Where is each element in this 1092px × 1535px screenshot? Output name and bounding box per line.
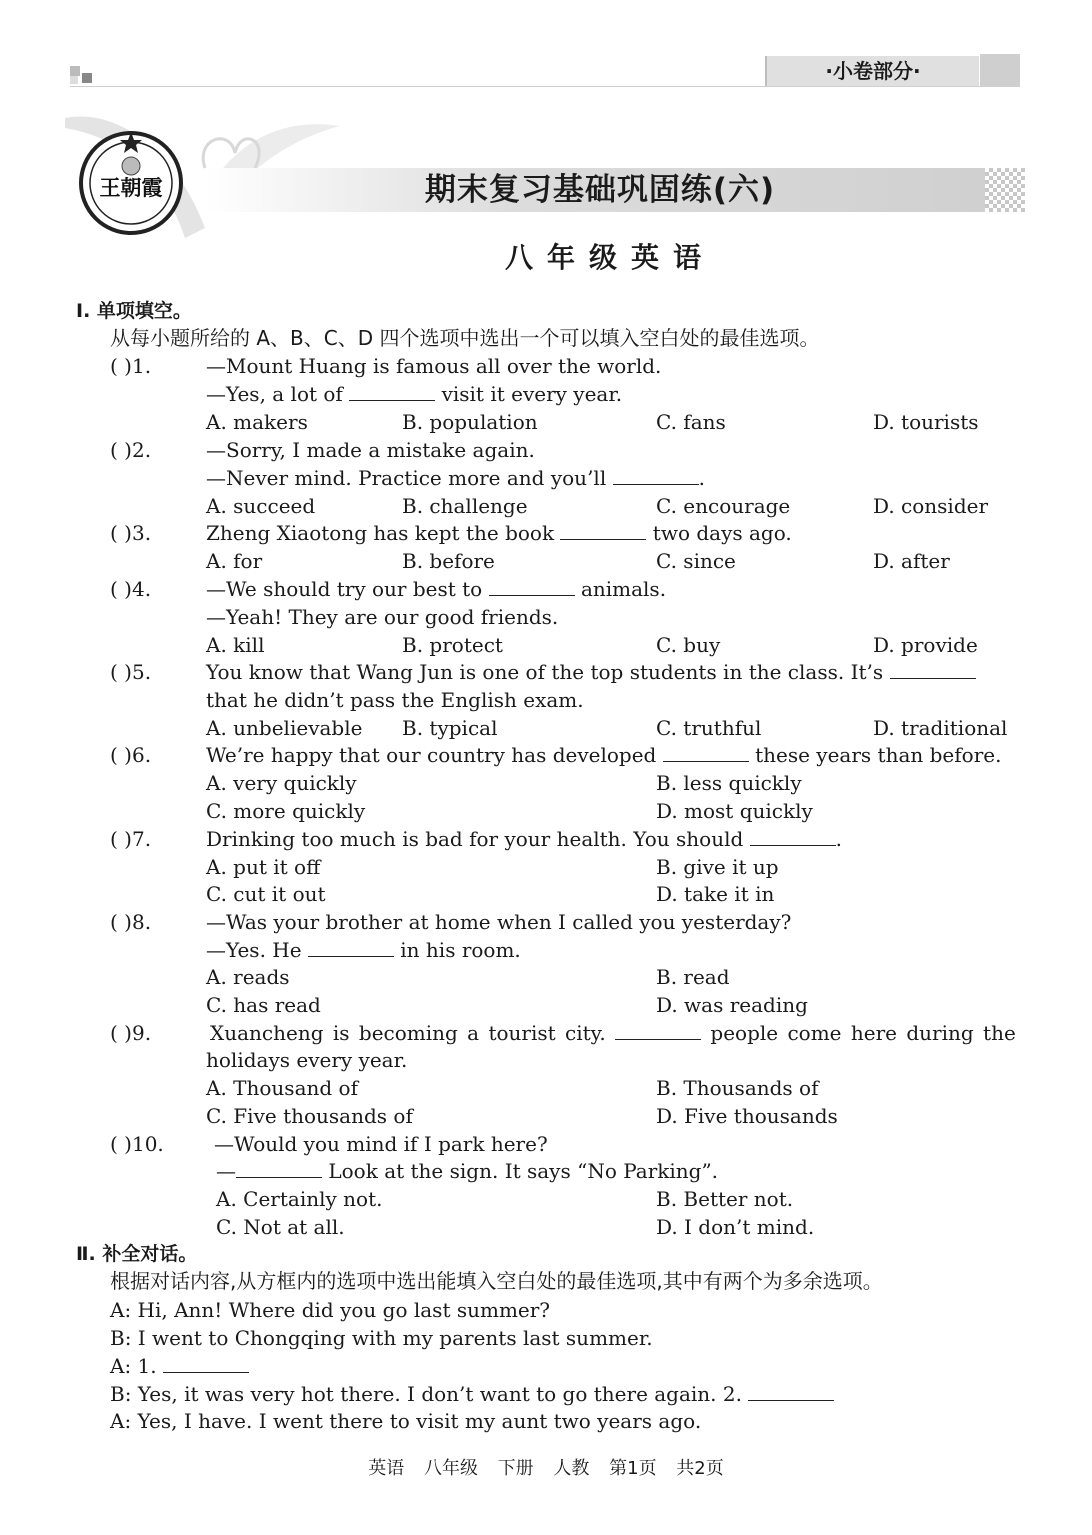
question-number: ( )4. xyxy=(110,577,152,601)
question-text-part: people come here during the xyxy=(710,1021,1016,1045)
answer-blank[interactable] xyxy=(560,521,646,540)
question-number: ( )10. xyxy=(110,1132,164,1156)
question-text-part: . xyxy=(835,827,842,851)
question-text-part: —Yes, a lot of xyxy=(206,382,343,406)
question-text-part: animals. xyxy=(580,577,667,601)
header-rule xyxy=(70,86,1020,87)
option-c: C. fans xyxy=(656,410,726,434)
dialogue-line xyxy=(110,1353,249,1379)
option-a: A. reads xyxy=(206,965,290,989)
answer-blank[interactable] xyxy=(308,938,394,957)
question-text xyxy=(206,826,842,852)
option-d: D. consider xyxy=(873,494,989,518)
option-c: C. encourage xyxy=(656,494,791,518)
question-text-part: Drinking too much is bad for your health. You should xyxy=(206,827,744,851)
answer-blank[interactable] xyxy=(748,1382,834,1401)
question-number: ( )6. xyxy=(110,743,152,767)
question-text-part: — xyxy=(216,1159,236,1183)
option-d: D. I don’t mind. xyxy=(656,1215,815,1239)
question-text-part: You know that Wang Jun is one of the top students in the class. It’s xyxy=(206,660,884,684)
option-d: D. Five thousands xyxy=(656,1104,838,1128)
option-b: B. Better not. xyxy=(656,1187,794,1211)
question-text-part: . xyxy=(698,466,705,490)
option-c: C. since xyxy=(656,549,736,573)
answer-blank[interactable] xyxy=(750,827,836,846)
option-c: C. truthful xyxy=(656,716,762,740)
question-number: ( )5. xyxy=(110,660,152,684)
question-text: —Mount Huang is famous all over the world. xyxy=(206,354,662,378)
section2-heading: Ⅱ. 补全对话。 xyxy=(76,1243,198,1265)
option-a: A. Certainly not. xyxy=(216,1187,383,1211)
dialogue-line xyxy=(110,1381,834,1407)
question-text: —Sorry, I made a mistake again. xyxy=(206,438,535,462)
question-text: holidays every year. xyxy=(206,1048,408,1072)
section1-instruction: 从每小题所给的 A、B、C、D 四个选项中选出一个可以填入空白处的最佳选项。 xyxy=(110,326,820,350)
dialogue-line: B: I went to Chongqing with my parents last summer. xyxy=(110,1326,653,1350)
option-d: D. take it in xyxy=(656,882,775,906)
question-text-part: Look at the sign. It says “No Parking”. xyxy=(328,1159,719,1183)
question-text xyxy=(206,576,666,602)
decor-square xyxy=(70,66,80,76)
option-a: A. put it off xyxy=(206,855,321,879)
checker-decoration xyxy=(985,168,1025,212)
question-text xyxy=(206,465,705,491)
question-text: —Would you mind if I park here? xyxy=(214,1132,548,1156)
option-a: A. succeed xyxy=(206,494,316,518)
option-d: D. was reading xyxy=(656,993,808,1017)
question-number: ( )1. xyxy=(110,354,152,378)
question-text-part: two days ago. xyxy=(652,521,792,545)
option-b: B. Thousands of xyxy=(656,1076,819,1100)
question-text-part: —Yes. He xyxy=(206,938,302,962)
question-text xyxy=(210,1020,1016,1046)
question-text-part: —We should try our best to xyxy=(206,577,483,601)
question-text xyxy=(206,742,1001,768)
question-text-part: Xuancheng is becoming a tourist city. xyxy=(210,1021,606,1045)
option-a: A. makers xyxy=(206,410,308,434)
option-a: A. for xyxy=(206,549,263,573)
answer-blank[interactable] xyxy=(663,743,749,762)
option-d: D. traditional xyxy=(873,716,1008,740)
question-text: that he didn’t pass the English exam. xyxy=(206,688,584,712)
page-title: 期末复习基础巩固练(六) xyxy=(424,172,776,208)
answer-blank[interactable] xyxy=(890,660,976,679)
option-d: D. after xyxy=(873,549,950,573)
question-text-part: visit it every year. xyxy=(441,382,623,406)
question-text-part: Zheng Xiaotong has kept the book xyxy=(206,521,555,545)
question-number: ( )2. xyxy=(110,438,152,462)
dialogue-line: A: Yes, I have. I went there to visit my aunt two years ago. xyxy=(110,1409,702,1433)
brand-logo xyxy=(78,130,184,236)
option-b: B. read xyxy=(656,965,730,989)
answer-blank[interactable] xyxy=(349,382,435,401)
question-text-part: these years than before. xyxy=(755,743,1002,767)
decor-square xyxy=(70,76,78,84)
dialogue-text: B: Yes, it was very hot there. I don’t want to go there again. 2. xyxy=(110,1382,742,1406)
section-tag: ·小卷部分· xyxy=(765,56,979,86)
question-text xyxy=(206,520,792,546)
question-text xyxy=(216,1158,718,1184)
option-b: B. challenge xyxy=(402,494,528,518)
question-number: ( )8. xyxy=(110,910,152,934)
option-b: B. less quickly xyxy=(656,771,802,795)
question-text xyxy=(206,381,622,407)
dialogue-text: A: 1. xyxy=(110,1354,157,1378)
page-subtitle: 八年级英语 xyxy=(504,241,715,274)
option-c: C. has read xyxy=(206,993,321,1017)
page-footer: 英语 八年级 下册 人教 第1页 共2页 xyxy=(368,1458,724,1479)
question-text xyxy=(206,937,521,963)
question-text xyxy=(206,659,976,685)
option-a: A. Thousand of xyxy=(206,1076,358,1100)
answer-blank[interactable] xyxy=(489,577,575,596)
option-c: C. cut it out xyxy=(206,882,326,906)
question-text: —Was your brother at home when I called you yesterday? xyxy=(206,910,792,934)
question-text-part: —Never mind. Practice more and you’ll xyxy=(206,466,607,490)
question-text: —Yeah! They are our good friends. xyxy=(206,605,559,629)
answer-blank[interactable] xyxy=(613,466,699,485)
option-b: B. population xyxy=(402,410,538,434)
option-b: B. protect xyxy=(402,633,503,657)
section2-instruction: 根据对话内容,从方框内的选项中选出能填入空白处的最佳选项,其中有两个为多余选项。 xyxy=(110,1269,883,1293)
question-text-part: We’re happy that our country has developed xyxy=(206,743,657,767)
option-a: A. unbelievable xyxy=(206,716,363,740)
option-b: B. before xyxy=(402,549,495,573)
option-a: A. very quickly xyxy=(206,771,357,795)
question-number: ( )7. xyxy=(110,827,152,851)
option-d: D. most quickly xyxy=(656,799,813,823)
logo-text: 王朝霞 xyxy=(99,175,163,200)
question-text-part: in his room. xyxy=(400,938,521,962)
answer-blank[interactable] xyxy=(236,1159,322,1178)
option-b: B. give it up xyxy=(656,855,779,879)
option-d: D. tourists xyxy=(873,410,979,434)
option-d: D. provide xyxy=(873,633,978,657)
option-a: A. kill xyxy=(206,633,265,657)
option-b: B. typical xyxy=(402,716,498,740)
tag-block xyxy=(980,54,1020,86)
question-number: ( )3. xyxy=(110,521,152,545)
option-c: C. more quickly xyxy=(206,799,366,823)
decor-square xyxy=(82,73,92,83)
option-c: C. Five thousands of xyxy=(206,1104,413,1128)
option-c: C. buy xyxy=(656,633,721,657)
question-number: ( )9. xyxy=(110,1021,152,1045)
answer-blank[interactable] xyxy=(163,1354,249,1373)
option-c: C. Not at all. xyxy=(216,1215,345,1239)
dialogue-line: A: Hi, Ann! Where did you go last summer? xyxy=(110,1298,551,1322)
section1-heading: Ⅰ. 单项填空。 xyxy=(76,300,192,322)
answer-blank[interactable] xyxy=(615,1021,701,1040)
